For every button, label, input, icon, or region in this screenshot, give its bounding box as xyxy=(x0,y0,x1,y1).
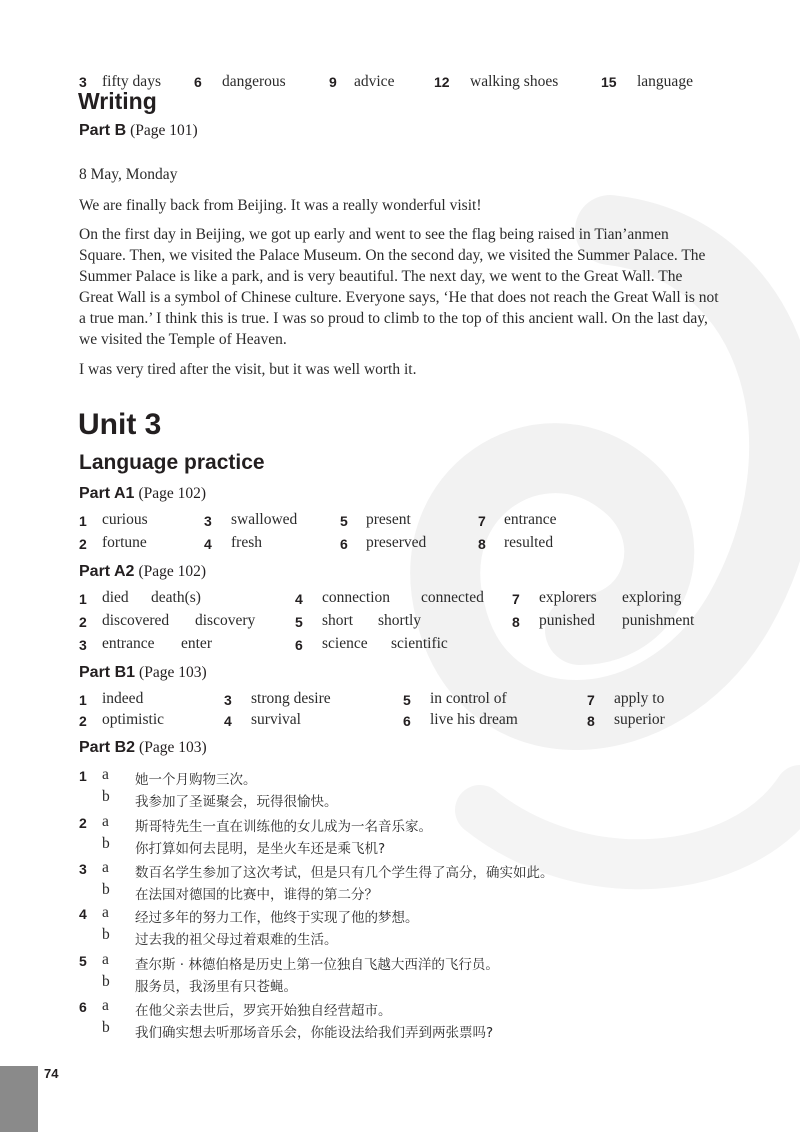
sub-label-b: b xyxy=(102,973,110,990)
answer-number: 1 xyxy=(79,513,87,529)
answer-number: 2 xyxy=(79,815,87,831)
part-b2-title xyxy=(79,739,207,757)
answer-text: swallowed xyxy=(231,511,298,528)
answer-text: indeed xyxy=(102,690,144,707)
answer-word: shortly xyxy=(378,612,422,629)
writing-heading: Writing xyxy=(78,88,157,114)
answer-text: dangerous xyxy=(222,73,286,90)
page-edge-tab xyxy=(0,1066,38,1132)
answer-text: survival xyxy=(251,711,301,728)
answer-number: 5 xyxy=(403,692,411,708)
answer-number: 1 xyxy=(79,591,87,607)
part-page: (Page 102) xyxy=(138,485,207,502)
answer-text: entrance xyxy=(504,511,557,528)
translation-text: 在法国对德国的比赛中，谁得的第二分？ xyxy=(135,887,378,903)
part-page: (Page 103) xyxy=(139,664,207,681)
answer-text: walking shoes xyxy=(470,73,559,90)
letter-date: 8 May, Monday xyxy=(79,166,178,183)
answer-number: 8 xyxy=(587,713,595,729)
answer-word: discovery xyxy=(195,612,256,629)
letter-paragraph-1: We are finally back from Beijing. It was a really wonderful visit! xyxy=(79,197,482,214)
answer-number: 9 xyxy=(329,74,337,90)
answer-word: connection xyxy=(322,589,391,606)
sub-label-b: b xyxy=(102,1019,110,1036)
sub-label-b: b xyxy=(102,881,110,898)
answer-text: fortune xyxy=(102,534,147,551)
page-number: 74 xyxy=(44,1066,59,1081)
answer-word: explorers xyxy=(539,589,597,606)
sub-label-a: a xyxy=(102,813,109,830)
answer-number: 15 xyxy=(601,74,617,90)
sub-label-b: b xyxy=(102,926,110,943)
answer-number: 7 xyxy=(587,692,595,708)
part-a2-title xyxy=(79,563,206,581)
answer-word: death(s) xyxy=(151,589,201,606)
translation-text: 过去我的祖父母过着艰难的生活。 xyxy=(135,932,338,948)
answer-word: science xyxy=(322,635,368,652)
answer-number: 4 xyxy=(79,906,87,922)
sub-label-b: b xyxy=(102,788,110,805)
part-title: Part B2 xyxy=(79,739,136,756)
part-title: Part B xyxy=(79,122,127,139)
sub-label-b: b xyxy=(102,835,110,852)
unit-title: Unit 3 xyxy=(78,408,162,441)
letter-paragraph-3: I was very tired after the visit, but it was well worth it. xyxy=(79,361,417,378)
answer-text: preserved xyxy=(366,534,427,551)
answer-text: in control of xyxy=(430,690,507,707)
answer-text: advice xyxy=(354,73,395,90)
answer-number: 6 xyxy=(79,999,87,1015)
translation-text: 在他父亲去世后，罗宾开始独自经营超市。 xyxy=(135,1003,392,1019)
translation-text: 斯哥特先生一直在训练他的女儿成为一名音乐家。 xyxy=(135,819,432,835)
answer-word: punishment xyxy=(622,612,695,629)
answer-number: 7 xyxy=(512,591,520,607)
answer-text: strong desire xyxy=(251,690,331,707)
translation-text: 服务员，我汤里有只苍蝇。 xyxy=(135,979,297,995)
answer-word: entrance xyxy=(102,635,155,652)
part-title: Part B1 xyxy=(79,664,136,681)
answer-number: 6 xyxy=(194,74,202,90)
answer-number: 6 xyxy=(403,713,411,729)
answer-number: 2 xyxy=(79,536,87,552)
answer-text: fresh xyxy=(231,534,262,551)
section-heading: Language practice xyxy=(79,451,265,474)
answer-number: 3 xyxy=(204,513,212,529)
sub-label-a: a xyxy=(102,904,109,921)
answer-number: 7 xyxy=(478,513,486,529)
part-title: Part A1 xyxy=(79,485,135,502)
answer-text: superior xyxy=(614,711,665,728)
answer-number: 3 xyxy=(79,637,87,653)
answer-number: 4 xyxy=(204,536,212,552)
translation-text: 数百名学生参加了这次考试，但是只有几个学生得了高分，确实如此。 xyxy=(135,865,554,881)
answer-number: 8 xyxy=(512,614,520,630)
translation-text: 经过多年的努力工作，他终于实现了他的梦想。 xyxy=(135,910,419,926)
answer-number: 5 xyxy=(79,953,87,969)
sub-label-a: a xyxy=(102,859,109,876)
part-a1-title xyxy=(79,485,206,503)
answer-number: 3 xyxy=(79,74,87,90)
translation-text: 你打算如何去昆明，是坐火车还是乘飞机? xyxy=(135,841,386,857)
answer-number: 2 xyxy=(79,713,87,729)
answer-text: language xyxy=(637,73,693,90)
part-page: (Page 103) xyxy=(139,739,207,756)
answer-number: 6 xyxy=(340,536,348,552)
answer-number: 2 xyxy=(79,614,87,630)
translation-text: 查尔斯 · 林德伯格是历史上第一位独自飞越大西洋的飞行员。 xyxy=(135,957,499,973)
answer-number: 1 xyxy=(79,768,87,784)
answer-text: resulted xyxy=(504,534,554,551)
answer-number: 12 xyxy=(434,74,450,90)
sub-label-a: a xyxy=(102,951,109,968)
part-b1-title xyxy=(79,664,207,682)
answer-word: discovered xyxy=(102,612,170,629)
answer-word: punished xyxy=(539,612,595,629)
sub-label-a: a xyxy=(102,997,109,1014)
translation-text: 她一个月购物三次。 xyxy=(135,772,257,788)
answer-text: fifty days xyxy=(102,73,161,90)
answer-word: connected xyxy=(421,589,484,606)
writing-part-b-title xyxy=(79,122,198,140)
translation-text: 我参加了圣诞聚会，玩得很愉快。 xyxy=(135,794,338,810)
answer-word: exploring xyxy=(622,589,682,606)
answer-number: 4 xyxy=(295,591,303,607)
part-page: (Page 102) xyxy=(138,563,207,580)
answer-text: optimistic xyxy=(102,711,164,728)
part-page: (Page 101) xyxy=(130,122,198,139)
letter-paragraph-2: On the first day in Beijing, we got up early and went to see the flag being raised in Tian’anmen Square. Then, we visited the Palace Museum. On the second day, we visited the Summer Palace. The Summer Palace is like a park, and is very beautiful. The next day, we went to the Great Wall. The Great Wall is a symbol of Chinese culture. Everyone says, ‘He that does not reach the Great Wall is not a true man.’ I think this is true. I was so proud to climb to the top of this ancient wall. On the last day, we visited the Temple of Heaven. xyxy=(79,226,719,348)
answer-text: live his dream xyxy=(430,711,518,728)
answer-number: 5 xyxy=(295,614,303,630)
answer-text: curious xyxy=(102,511,148,528)
answer-word: short xyxy=(322,612,353,629)
answer-text: present xyxy=(366,511,411,528)
answer-number: 4 xyxy=(224,713,232,729)
sub-label-a: a xyxy=(102,766,109,783)
answer-number: 3 xyxy=(224,692,232,708)
answer-number: 1 xyxy=(79,692,87,708)
part-title: Part A2 xyxy=(79,563,135,580)
answer-word: enter xyxy=(181,635,212,652)
answer-number: 6 xyxy=(295,637,303,653)
answer-number: 8 xyxy=(478,536,486,552)
answer-text: apply to xyxy=(614,690,665,707)
answer-word: scientific xyxy=(391,635,448,652)
answer-number: 3 xyxy=(79,861,87,877)
translation-text: 我们确实想去听那场音乐会，你能设法给我们弄到两张票吗? xyxy=(135,1025,494,1041)
answer-word: died xyxy=(102,589,129,606)
answer-number: 5 xyxy=(340,513,348,529)
